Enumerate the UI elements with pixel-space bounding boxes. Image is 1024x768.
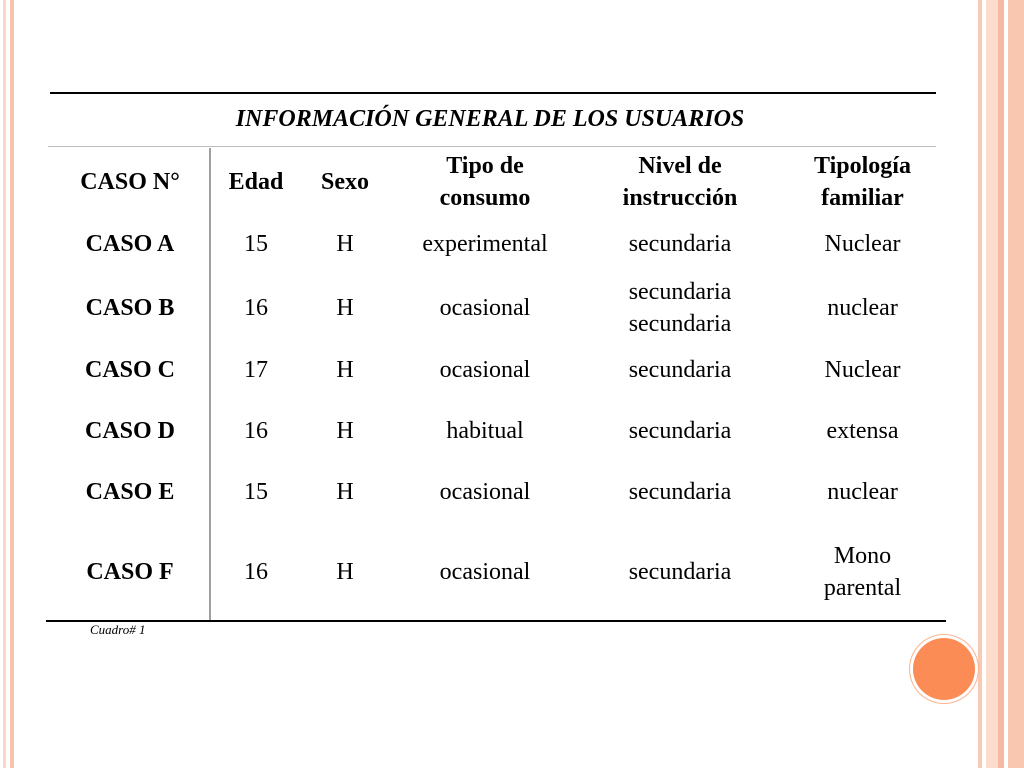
table-cell: H <box>336 559 354 585</box>
table-row-label: CASO F <box>86 559 174 585</box>
table-bottom-rule <box>46 620 946 622</box>
table-caption: Cuadro# 1 <box>90 622 146 637</box>
left-decorative-border <box>0 0 14 768</box>
table-row-label: CASO A <box>85 231 175 257</box>
table-cell: ocasional <box>439 559 531 585</box>
table-title: INFORMACIÓN GENERAL DE LOS USUARIOS <box>235 106 745 132</box>
table-cell: nuclear <box>827 295 898 321</box>
table-cell: H <box>336 418 354 444</box>
table-row-label: CASO D <box>84 418 175 444</box>
table-cell: 15 <box>244 231 268 257</box>
header-edad: Edad <box>228 169 284 195</box>
table-cell: 15 <box>244 479 268 505</box>
table-cell: H <box>336 479 354 505</box>
table-cell: Nuclear <box>824 231 901 257</box>
table-cell: 16 <box>244 295 268 321</box>
table-row-label: CASO B <box>85 295 175 321</box>
decorative-orange-circle <box>913 638 975 700</box>
table-cell: Mono parental <box>823 543 902 601</box>
header-nivel-instruccion: Nivel de instrucción <box>622 153 738 211</box>
header-tipo-consumo: Tipo de consumo <box>439 153 531 211</box>
table-cell: 16 <box>244 418 268 444</box>
table-cell: ocasional <box>439 295 531 321</box>
table-cell: 17 <box>244 357 268 383</box>
table-top-rule <box>50 92 936 94</box>
table-cell: ocasional <box>439 357 531 383</box>
header-tipologia-familiar: Tipología familiar <box>814 153 911 211</box>
title-rule <box>48 146 936 147</box>
table-cell: H <box>336 295 354 321</box>
header-caso: CASO N° <box>80 169 180 195</box>
header-sexo: Sexo <box>321 169 369 195</box>
table-cell: secundaria secundaria <box>628 279 732 337</box>
table-cell: secundaria <box>628 357 732 383</box>
table-cell: H <box>336 231 354 257</box>
table-row-label: CASO C <box>84 357 175 383</box>
table-cell: secundaria <box>628 479 732 505</box>
table-cell: habitual <box>446 418 524 444</box>
table-cell: H <box>336 357 354 383</box>
table-cell: ocasional <box>439 479 531 505</box>
table-cell: secundaria <box>628 559 732 585</box>
table-cell: secundaria <box>628 418 732 444</box>
table-cell: Nuclear <box>824 357 901 383</box>
table-row-label: CASO E <box>85 479 175 505</box>
table-cell: experimental <box>422 231 548 257</box>
table-cell: extensa <box>826 418 899 444</box>
table-cell: nuclear <box>827 479 898 505</box>
right-decorative-border <box>978 0 1024 768</box>
table-cell: 16 <box>244 559 268 585</box>
table-cell: secundaria <box>628 231 732 257</box>
